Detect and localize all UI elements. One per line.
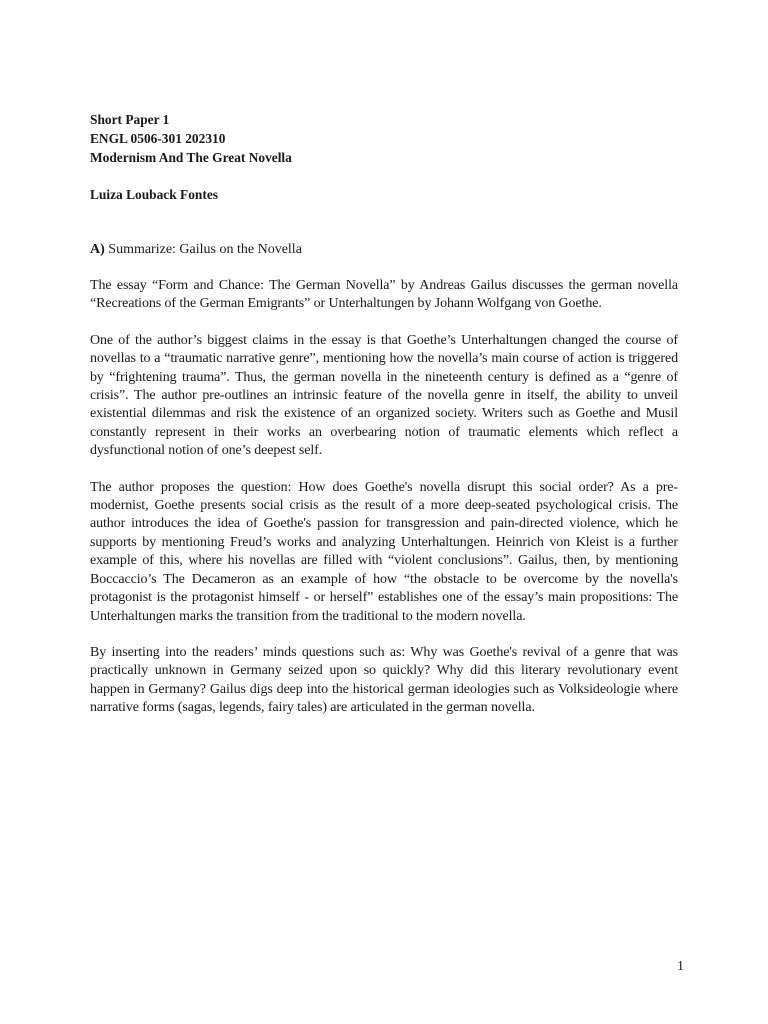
course-code: ENGL 0506-301 202310	[90, 131, 226, 146]
document-body	[90, 110, 678, 718]
page-number: 1	[677, 959, 684, 974]
section-label: A)	[90, 242, 105, 257]
section-title: Summarize: Gailus on the Novella	[104, 242, 302, 257]
paragraph-claims: One of the author’s biggest claims in the essay is that Goethe’s Unterhaltungen changed the course of novellas to a “traumatic narrative genre”, mentioning how the novella’s main course of action is triggered by “frightening trauma”. Thus, the german novella in the nineteenth century is defined as a “genre of crisis”. The author pre-outlines an intrinsic feature of the novella genre in itself, the ability to unveil existential dilemmas and risk the existence of an organized society. Writers such as Goethe and Musil constantly represent in their works an overbearing notion of traumatic elements which reflect a dysfunctional notion of one’s deepest self.	[90, 332, 678, 459]
course-title: Modernism And The Great Novella	[90, 150, 292, 165]
paragraph-question: The author proposes the question: How does Goethe's novella disrupt this social order? As a pre-modernist, Goethe presents social crisis as the result of a more deep-seated psychological crisis. The author introduces the idea of Goethe's passion for transgression and pain-directed violence, which he supports by mentioning Freud’s works and analyzing Unterhaltungen. Heinrich von Kleist is a further example of this, where his novellas are filled with “violent conclusions”. Gailus, then, by mentioning Boccaccio’s The Decameron as an example of how “the obstacle to be overcome by the novella's protagonist is the protagonist himself - or herself” establishes one of the essay’s main propositions: The Unterhaltungen marks the transition from the traditional to the modern novella.	[90, 479, 678, 624]
paragraph-ideologies: By inserting into the readers’ minds questions such as: Why was Goethe's revival of a genre that was practically unknown in Germany seized upon so quickly? Why did this literary revolutionary event happen in Germany? Gailus digs deep into the historical german ideologies such as Volksideologie where narrative forms (sagas, legends, fairy tales) are articulated in the german novella.	[90, 644, 678, 716]
paper-title: Short Paper 1	[90, 112, 170, 127]
author-name: Luiza Louback Fontes	[90, 187, 218, 202]
section-heading	[90, 240, 678, 259]
paragraph-intro: The essay “Form and Chance: The German Novella” by Andreas Gailus discusses the german novella “Recreations of the German Emigrants” or Unterhaltungen by Johann Wolfgang von Goethe.	[90, 278, 678, 312]
